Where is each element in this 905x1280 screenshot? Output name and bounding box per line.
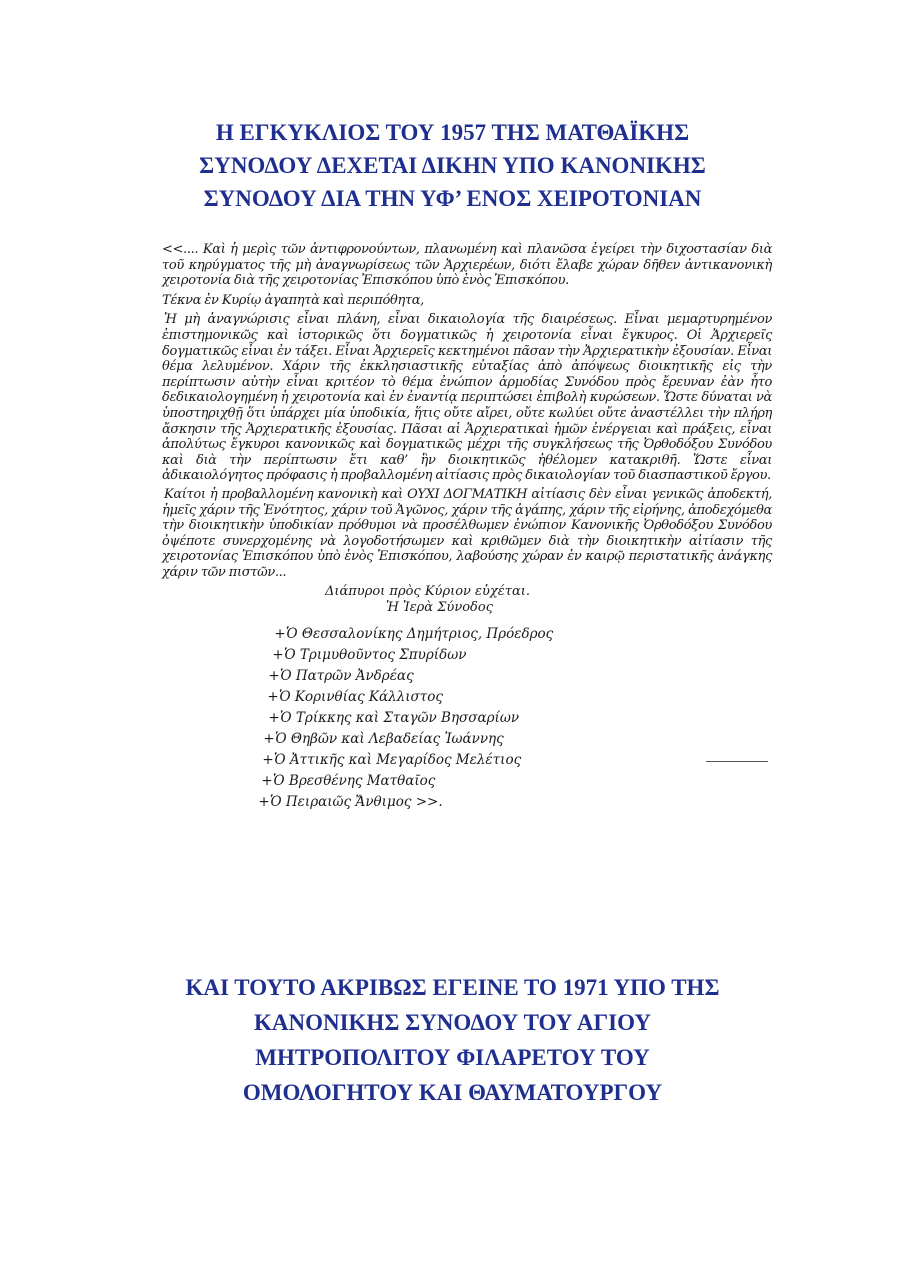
closing-heading [60, 970, 845, 1110]
cross-icon: + [262, 751, 274, 768]
signatory-name: Ὁ Κορινθίας Κάλλιστος [279, 688, 443, 705]
signatory-name: Ὁ Θεσσαλονίκης Δημήτριος, Πρόεδρος [286, 625, 554, 642]
signatory-name: Ὁ Θηβῶν καὶ Λεβαδείας Ἰωάννης [275, 730, 504, 747]
signatory-name: Ὁ Ἀττικῆς καὶ Μεγαρίδος Μελέτιος [274, 751, 522, 768]
signatory-name: Ὁ Πατρῶν Ἀνδρέας [280, 667, 414, 684]
closing-heading-line-2: ΚΑΝΟΝΙΚΗΣ ΣΥΝΟΔΟΥ ΤΟΥ ΑΓΙΟΥ [253, 1010, 651, 1035]
closing-blessing: Διάπυροι πρὸς Κύριον εὐχέται. [325, 584, 530, 600]
title-line-2: ΣΥΝΟΔΟΥ ΔΕΧΕΤΑΙ ΔΙΚΗΝ ΥΠΟ ΚΑΝΟΝΙΚΗΣ [199, 153, 706, 178]
signature-list [162, 624, 772, 813]
cross-icon: + [274, 625, 286, 642]
closing-heading-line-4: ΟΜΟΛΟΓΗΤΟΥ ΚΑΙ ΘΑΥΜΑΤΟΥΡΓΟΥ [242, 1080, 663, 1105]
encyclical-salutation: Τέκνα ἐν Κυρίῳ ἀγαπητὰ καὶ περιπόθητα, [162, 292, 424, 308]
signature-line [263, 729, 772, 750]
cross-icon: + [263, 730, 275, 747]
cross-icon: + [268, 667, 280, 684]
encyclical-paragraph-1: <<.... Καὶ ἡ μερὶς τῶν ἀντιφρονούντων, πλανωμένη καὶ πλανῶσα ἐγείρει τὴν διχοστασίαν διὰ τοῦ κηρύγματος τῆς μὴ ἀναγνωρίσεως τῶν Ἀρχιερέων, διότι ἔλαβε χώραν δῆθεν ἀντικανονικὴ χειροτονία διὰ τῆς χειροτονίας Ἐπισκόπου ὑπὸ ἑνὸς Ἐπισκόπου. [162, 242, 772, 289]
encyclical-paragraph-2: Ἡ μὴ ἀναγνώρισις εἶναι πλάνη, εἶναι δικαιολογία τῆς διαιρέσεως. Εἶναι μεμαρτυρημένον ἐπιστημονικῶς καὶ ἱστορικῶς ὅτι δογματικῶς ἡ χειροτονία εἶναι ἔγκυρος. Οἱ Ἀρχιερεῖς δογματικῶς εἶναι ἐν τάξει. Εἶναι Ἀρχιερεῖς κεκτημένοι πᾶσαν τὴν Ἀρχιερατικὴν ἐξουσίαν. Εἶναι θέμα λελυμένον. Χάριν τῆς ἐκκλησιαστικῆς εὐταξίας ἀπὸ ἀπόψεως διοικητικῆς εἰς τὴν περίπτωσιν αὐτὴν εἶναι κριτέον τὸ θέμα ἐνώπιον ἁρμοδίας Συνόδου πρὸς ἔρευναν ἐὰν ἦτο δεδικαιολογημένη ἡ χειροτονία καὶ ἐν ἐναντίᾳ περιπτώσει ἐπιβολὴ κυρώσεων. Ὥστε δύναται νὰ ὑποστηριχθῇ ὅτι ὑπάρχει μία ὑποδικία, ἥτις οὔτε αἴρει, οὔτε κωλύει οὔτε ἀναστέλλει τὴν πλήρη ἄσκησιν τῆς Ἀρχιερατικῆς ἐξουσίας. Πᾶσαι αἱ Ἀρχιερατικαὶ ἡμῶν ἐνέργειαι καὶ πράξεις, εἶναι ἀπολύτως ἔγκυροι κανονικῶς καὶ δογματικῶς μέχρι τῆς συγκλήσεως τῆς Ὀρθοδόξου Συνόδου καὶ διὰ τὴν περίπτωσιν ἔτι καθ’ ἣν διοικητικῶς ἠθέλομεν κατακριθῆ. Ὥστε εἶναι ἀδικαιολόγητος πρόφασις ἡ προβαλλομένη αἰτίασις πρὸς δικαιολογίαν τοῦ διασπαστικοῦ ἔργου. [162, 312, 772, 484]
closing-heading-line-1: ΚΑΙ ΤΟΥΤΟ ΑΚΡΙΒΩΣ ΕΓΕΙΝΕ ΤΟ 1971 ΥΠΟ ΤΗΣ [185, 975, 720, 1000]
signatory-name: Ὁ Τριμυθοῦντος Σπυρίδων [284, 646, 467, 663]
page-title [60, 116, 845, 215]
holy-synod-label: Ἡ Ἱερὰ Σύνοδος [386, 600, 493, 616]
title-line-3: ΣΥΝΟΔΟΥ ΔΙΑ ΤΗΝ ΥΦ’ ΕΝΟΣ ΧΕΙΡΟΤΟΝΙΑΝ [203, 186, 702, 211]
cross-icon: + [261, 772, 273, 789]
signature-line [267, 687, 772, 708]
signature-line [268, 708, 772, 729]
signatory-name: Ὁ Τρίκκης καὶ Σταγῶν Βησσαρίων [280, 709, 520, 726]
cross-icon: + [268, 709, 280, 726]
cross-icon: + [267, 688, 279, 705]
signatory-name: Ὁ Πειραιῶς Ἄνθιμος >>. [270, 793, 443, 810]
cross-icon: + [258, 793, 270, 810]
encyclical-paragraph-3: Καίτοι ἡ προβαλλομένη κανονικὴ καὶ ΟΥΧΙ ΔΟΓΜΑΤΙΚΗ αἰτίασις δὲν εἶναι γενικῶς ἀποδεκτή, ἡμεῖς χάριν τῆς Ἑνότητος, χάριν τοῦ Ἀγῶνος, χάριν τῆς ἀγάπης, χάριν τῆς εἰρήνης, ἀποδεχόμεθα τὴν διοικητικὴν ὑποδικίαν πρόθυμοι νὰ προσέλθωμεν ἐνώπιον Κανονικῆς Ὀρθοδόξου Συνόδου ὀψέποτε συνερχομένης νὰ λογοδοτήσωμεν καὶ κριθῶμεν διὰ τὴν διοικητικὴν αἰτίασιν τῆς χειροτονίας Ἐπισκόπου ὑπὸ ἑνὸς Ἐπισκόπου, λαβούσης χώραν ἐν καιρῷ περιστατικῆς ἀνάγκης χάριν τῶν πιστῶν... [162, 486, 772, 580]
closing-heading-line-3: ΜΗΤΡΟΠΟΛΙΤΟΥ ΦΙΛΑΡΕΤΟΥ ΤΟΥ [255, 1045, 650, 1070]
signatory-name: Ὁ Βρεσθένης Ματθαῖος [273, 772, 436, 789]
signature-line [261, 771, 772, 792]
scan-rule-mark [706, 761, 768, 762]
cross-icon: + [272, 646, 284, 663]
signature-line [262, 750, 772, 771]
signature-line [272, 645, 772, 666]
title-line-1: Η ΕΓΚΥΚΛΙΟΣ ΤΟΥ 1957 ΤΗΣ ΜΑΤΘΑΪΚΗΣ [215, 120, 690, 145]
signature-line [274, 624, 772, 645]
signature-line [258, 792, 772, 813]
scanned-encyclical-excerpt [162, 242, 772, 813]
signature-line [268, 666, 772, 687]
